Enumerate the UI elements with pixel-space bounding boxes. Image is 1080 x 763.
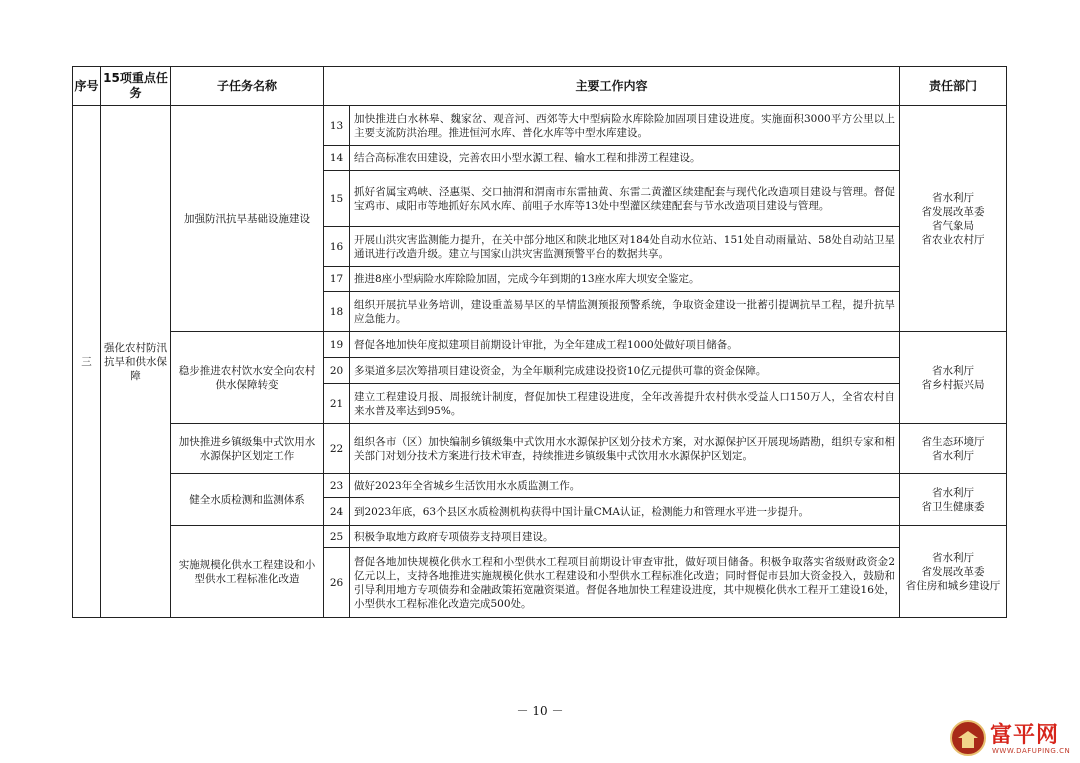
table-row [73, 332, 1007, 358]
item-no: 26 [324, 548, 350, 618]
subtask-name: 实施规模化供水工程建设和小型供水工程标准化改造 [171, 526, 324, 618]
dept-name: 省生态环境厅 [921, 435, 985, 448]
watermark [950, 718, 1080, 763]
section-index: 三 [73, 106, 101, 618]
item-text: 建立工程建设月报、周报统计制度，督促加快工程建设进度，全年改善提升农村供水受益人口150万人，全省农村自来水普及率达到95%。 [350, 384, 900, 424]
item-no: 18 [324, 292, 350, 332]
item-text: 到2023年底，63个县区水质检测机构获得中国计量CMA认证，检测能力和管理水平进一步提升。 [350, 498, 900, 526]
dept-cell [900, 526, 1007, 618]
item-no: 15 [324, 171, 350, 227]
subtask-name: 稳步推进农村饮水安全向农村供水保障转变 [171, 332, 324, 424]
item-no: 23 [324, 474, 350, 498]
header-seq: 序号 [73, 67, 101, 106]
subtask-name: 健全水质检测和监测体系 [171, 474, 324, 526]
dept-name: 省水利厅 [932, 486, 975, 499]
dept-name: 省水利厅 [932, 551, 975, 564]
item-no: 20 [324, 358, 350, 384]
item-text: 积极争取地方政府专项债券支持项目建设。 [350, 526, 900, 548]
item-no: 21 [324, 384, 350, 424]
header-subtask: 子任务名称 [171, 67, 324, 106]
item-text: 督促各地加快年度拟建项目前期设计审批，为全年建成工程1000处做好项目储备。 [350, 332, 900, 358]
dept-name: 省水利厅 [932, 191, 975, 204]
subtask-name: 加强防汛抗旱基础设施建设 [171, 106, 324, 332]
dept-name: 省乡村振兴局 [921, 378, 985, 391]
item-text: 做好2023年全省城乡生活饮用水水质监测工作。 [350, 474, 900, 498]
dept-name: 省农业农村厅 [921, 233, 985, 246]
table-row [73, 106, 1007, 146]
dept-cell [900, 332, 1007, 424]
dept-name: 省卫生健康委 [921, 500, 985, 513]
page-number: － 10 － [516, 704, 564, 718]
watermark-name: 富平网 [990, 723, 1060, 748]
item-no: 22 [324, 424, 350, 474]
item-no: 13 [324, 106, 350, 146]
dept-name: 省住房和城乡建设厅 [905, 579, 1001, 592]
item-text: 加快推进白水林皋、魏家岔、观音河、西郊等大中型病险水库除险加固项目建设进度。实施面积3000平方公里以上主要支流防洪治理。推进恒河水库、普化水库等中型水库建设。 [350, 106, 900, 146]
item-text: 开展山洪灾害监测能力提升，在关中部分地区和陕北地区对184处自动水位站、151处自动雨量站、58处自动站卫星通讯进行改造升级。建立与国家山洪灾害监测预警平台的数据共享。 [350, 227, 900, 267]
watermark-url: WWW.DAFUPING.CN [992, 747, 1071, 755]
task-table [72, 66, 1007, 618]
item-no: 17 [324, 267, 350, 292]
item-no: 24 [324, 498, 350, 526]
item-text: 督促各地加快规模化供水工程和小型供水工程项目前期设计审查审批，做好项目储备。积极争取落实省级财政资金2亿元以上，支持各地推进实施规模化供水工程建设和小型供水工程标准化改造；同时督促市县加大资金投入，鼓励和引导利用地方专项债券和金融政策拓宽融资渠道。督促各地加快工程建设进度，其中规模化供水工程开工建设16处，小型供水工程标准化改造完成500处。 [350, 548, 900, 618]
item-text: 组织各市（区）加快编制乡镇级集中式饮用水水源保护区划分技术方案，对水源保护区开展现场踏勘，组织专家和相关部门对划分技术方案进行技术审查，持续推进乡镇级集中式饮用水水源保护区划定。 [350, 424, 900, 474]
item-text: 组织开展抗旱业务培训，建设重盖易旱区的旱情监测预报预警系统，争取资金建设一批蓄引提调抗旱工程，提升抗旱应急能力。 [350, 292, 900, 332]
dept-name: 省发展改革委 [921, 565, 985, 578]
header-dept: 责任部门 [900, 67, 1007, 106]
section-task: 强化农村防汛抗旱和供水保障 [101, 106, 171, 618]
dept-cell [900, 474, 1007, 526]
table-row [73, 424, 1007, 474]
table-row [73, 474, 1007, 498]
temple-logo-icon [950, 720, 986, 756]
dept-name: 省发展改革委 [921, 205, 985, 218]
header-content: 主要工作内容 [324, 67, 900, 106]
item-text: 推进8座小型病险水库除险加固，完成今年到期的13座水库大坝安全鉴定。 [350, 267, 900, 292]
dept-name: 省水利厅 [932, 449, 975, 462]
item-no: 19 [324, 332, 350, 358]
item-no: 16 [324, 227, 350, 267]
dept-name: 省水利厅 [932, 364, 975, 377]
table-row [73, 526, 1007, 548]
header-task: 15项重点任务 [101, 67, 171, 106]
subtask-name: 加快推进乡镇级集中式饮用水水源保护区划定工作 [171, 424, 324, 474]
item-no: 14 [324, 146, 350, 171]
dept-cell [900, 424, 1007, 474]
dept-cell [900, 106, 1007, 332]
header-row [73, 67, 1007, 106]
item-text: 结合高标准农田建设，完善农田小型水源工程、输水工程和排涝工程建设。 [350, 146, 900, 171]
item-text: 抓好省属宝鸡峡、泾惠渠、交口抽渭和渭南市东雷抽黄、东雷二黄灌区续建配套与现代化改造项目建设与管理。督促宝鸡市、咸阳市等地抓好东风水库、前咀子水库等13处中型灌区续建配套与节水改造项目建设与管理。 [350, 171, 900, 227]
dept-name: 省气象局 [932, 219, 975, 232]
item-no: 25 [324, 526, 350, 548]
item-text: 多渠道多层次筹措项目建设资金，为全年顺利完成建设投资10亿元提供可靠的资金保障。 [350, 358, 900, 384]
